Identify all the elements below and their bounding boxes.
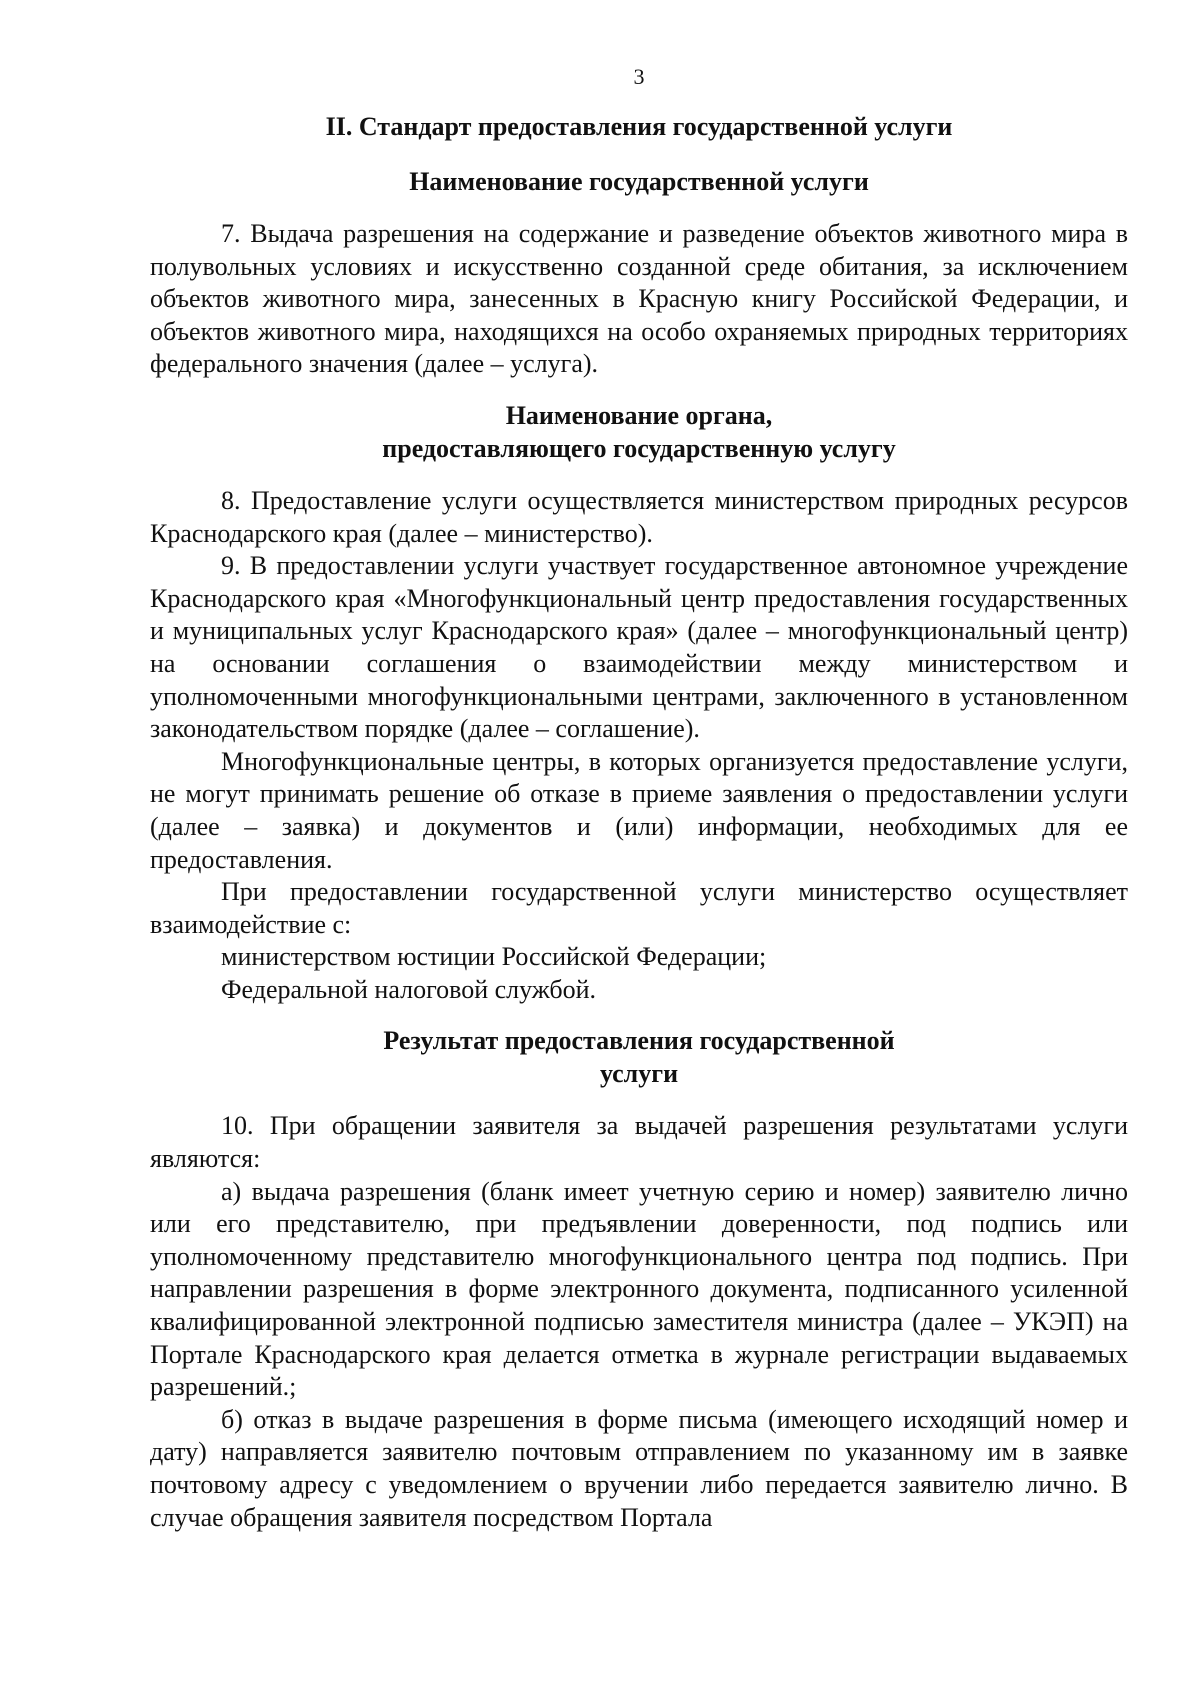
paragraph-9-item-2: Федеральной налоговой службой. (221, 974, 597, 1004)
heading-organ-line-2: предоставляющего государственную услугу (382, 433, 896, 463)
page-number: 3 (633, 64, 645, 89)
paragraph-10: 10. При обращении заявителя за выдачей разрешения результатами услуги являются: (150, 1111, 1128, 1174)
heading-result-line-2: услуги (599, 1059, 679, 1089)
document-page (150, 62, 1128, 1534)
paragraph-9-item-1: министерством юстиции Российской Федерации; (221, 942, 767, 972)
paragraph-9: 9. В предоставлении услуги участвует государственное автономное учреждение Краснодарского края «Многофункциональный центр предоставления государственных и муниципальных услуг Краснодарского края» (далее – многофункциональный центр) на основании соглашения о взаимодействии между министерством и уполномоченными многофункциональными центрами, заключенного в установленном законодательством порядке (далее – соглашение). (150, 551, 1128, 744)
paragraph-9-mfc: Многофункциональные центры, в которых организуется предоставление услуги, не могут принимать решение об отказе в приеме заявления о предоставлении услуги (далее – заявка) и документов и (или) информации, необходимых для ее предоставления. (150, 746, 1128, 874)
paragraph-8: 8. Предоставление услуги осуществляется министерством природных ресурсов Краснодарского края (далее – министерство). (150, 485, 1128, 548)
paragraph-7: 7. Выдача разрешения на содержание и разведение объектов животного мира в полувольных условиях и искусственно созданной среде обитания, за исключением объектов животного мира, занесенных в Красную книгу Российской Федерации, и объектов животного мира, находящихся на особо охраняемых природных территориях федерального значения (далее – услуга). (150, 219, 1128, 379)
heading-service-name: Наименование государственной услуги (409, 167, 869, 196)
paragraph-10-b: б) отказ в выдаче разрешения в форме письма (имеющего исходящий номер и дату) направляется заявителю почтовым отправлением по указанному им в заявке почтовому адресу с уведомлением о вручении либо передается заявителю лично. В случае обращения заявителя посредством Портала (150, 1404, 1128, 1532)
paragraph-9-interaction: При предоставлении государственной услуги министерство осуществляет взаимодействие с: (150, 877, 1128, 939)
heading-result-line-1: Результат предоставления государственной (383, 1026, 895, 1056)
paragraph-10-a: а) выдача разрешения (бланк имеет учетную серию и номер) заявителю лично или его представителю, при предъявлении доверенности, под подпись или уполномоченному представителю многофункционального центра под подпись. При направлении разрешения в форме электронного документа, подписанного усиленной квалифицированной электронной подписью заместителя министра (далее – УКЭП) на Портале Краснодарского края делается отметка в журнале регистрации выдаваемых разрешений.; (150, 1176, 1128, 1402)
heading-result (150, 1024, 1128, 1090)
section-title: II. Стандарт предоставления государственной услуги (325, 112, 953, 141)
heading-organ (150, 399, 1128, 465)
heading-organ-line-1: Наименование органа, (505, 400, 773, 430)
